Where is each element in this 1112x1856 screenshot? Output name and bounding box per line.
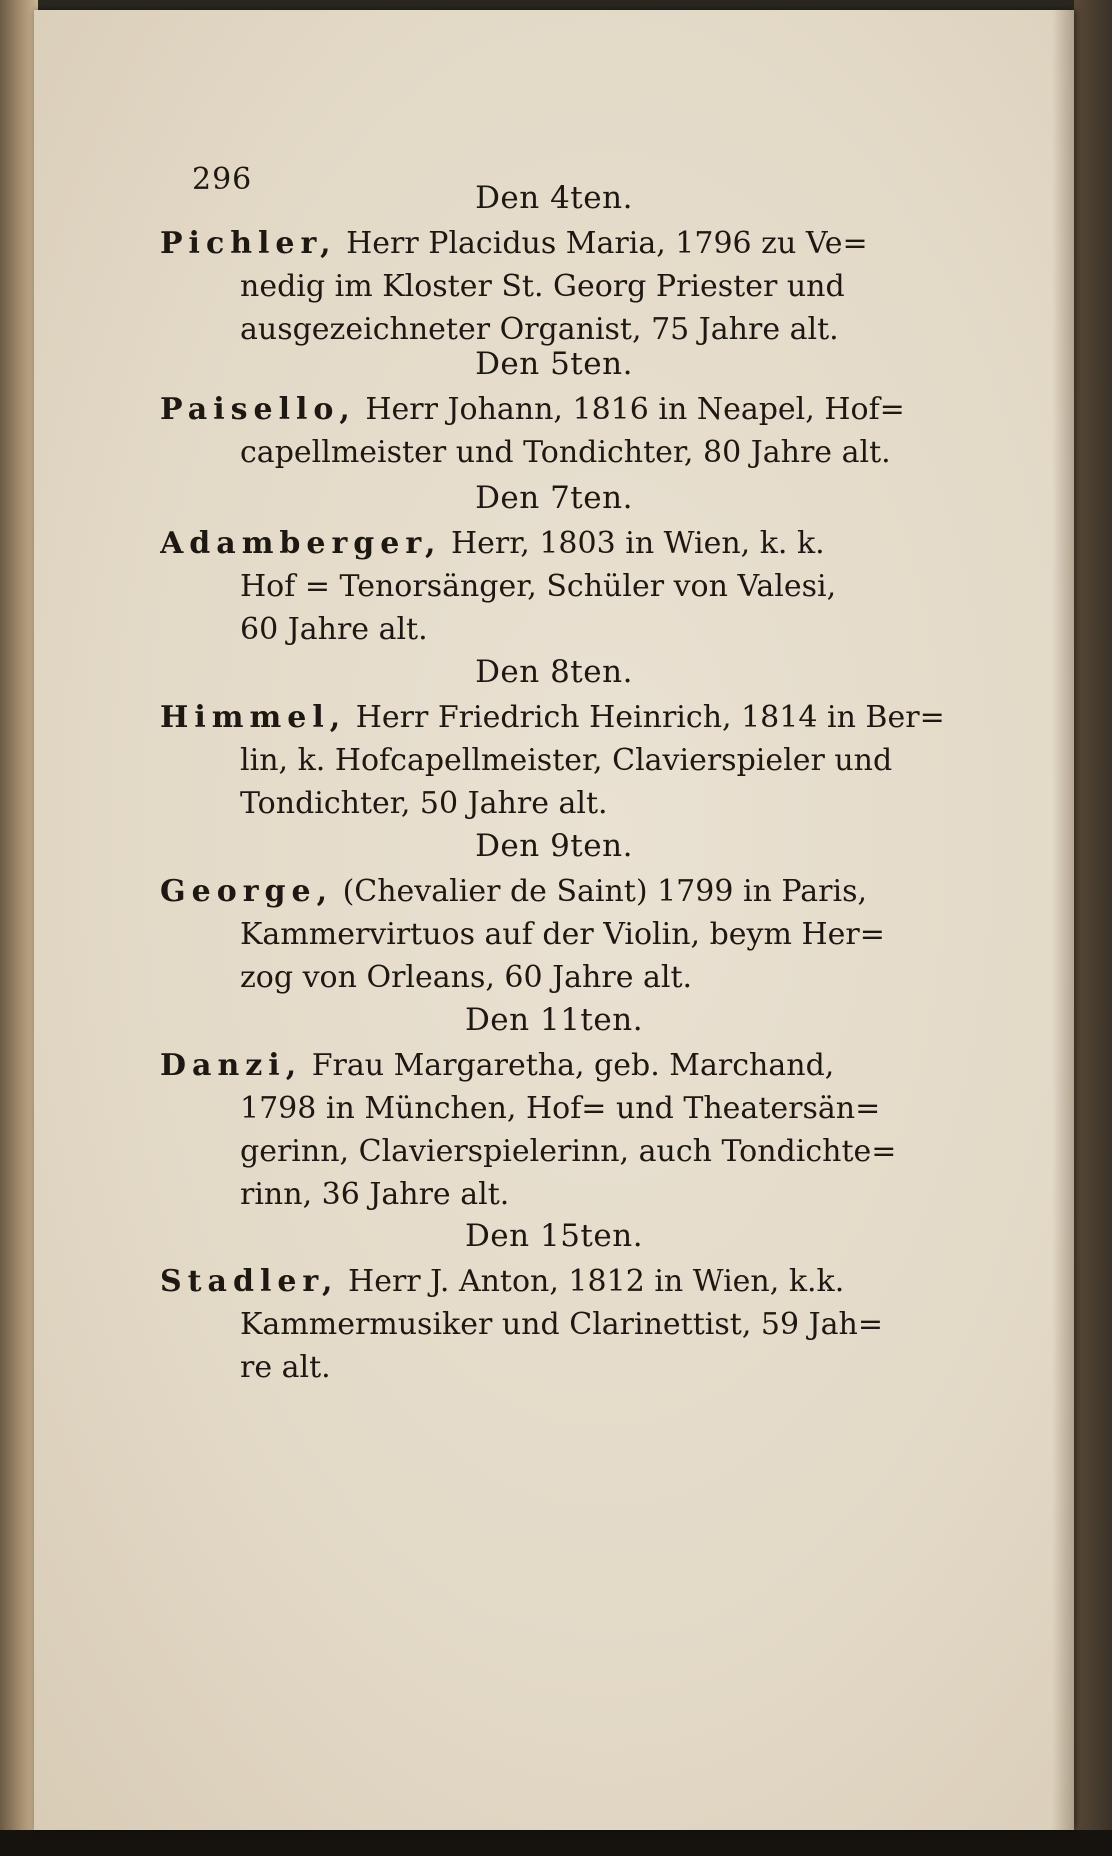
person-name: Adamberger, — [160, 526, 442, 561]
entry-first-line — [160, 870, 1020, 913]
entry-text: 1798 in München, Hof= und Theatersän= — [240, 1091, 881, 1126]
entry-text: Kammervirtuos auf der Violin, beym Her= — [240, 917, 885, 952]
entry-text: lin, k. Hofcapellmeister, Clavierspieler und — [240, 743, 893, 778]
date-heading: Den 5ten. — [475, 346, 633, 382]
entry-text: Herr Placidus Maria, 1796 zu Ve= — [336, 226, 868, 261]
entry-text: gerinn, Clavierspielerinn, auch Tondichte= — [240, 1134, 897, 1169]
entry-text: Tondichter, 50 Jahre alt. — [240, 786, 608, 821]
book-back-board — [1074, 0, 1112, 1856]
entry-text: re alt. — [240, 1350, 331, 1385]
obituary-entry — [160, 522, 1020, 651]
obituary-entry — [160, 870, 1020, 999]
entry-text: nedig im Kloster St. Georg Priester und — [240, 269, 845, 304]
person-name: Stadler, — [160, 1264, 339, 1299]
person-name: Himmel, — [160, 700, 347, 735]
entry-first-line — [160, 1260, 1020, 1303]
obituary-entry — [160, 1260, 1020, 1389]
page-number: 296 — [192, 162, 253, 197]
entry-text: Kammermusiker und Clarinettist, 59 Jah= — [240, 1307, 883, 1342]
person-name: George, — [160, 874, 334, 909]
entry-first-line — [160, 222, 1020, 265]
book-page — [34, 10, 1074, 1830]
obituary-entry — [160, 696, 1020, 825]
person-name: Danzi, — [160, 1048, 303, 1083]
entry-text: Herr Johann, 1816 in Neapel, Hof= — [355, 392, 905, 427]
date-heading: Den 4ten. — [475, 180, 633, 216]
entry-first-line — [160, 696, 1020, 739]
date-heading: Den 7ten. — [475, 480, 633, 516]
book-binding-edge — [0, 0, 38, 1856]
entry-text: zog von Orleans, 60 Jahre alt. — [240, 960, 693, 995]
entry-text: capellmeister und Tondichter, 80 Jahre alt. — [240, 435, 891, 470]
date-heading: Den 15ten. — [464, 1218, 644, 1254]
page-text — [34, 10, 1074, 1830]
entry-first-line — [160, 1044, 1020, 1087]
obituary-entry — [160, 222, 1020, 351]
entry-text: 60 Jahre alt. — [240, 612, 428, 647]
entry-text: Hof = Tenorsänger, Schüler von Valesi, — [240, 569, 837, 604]
entry-text: (Chevalier de Saint) 1799 in Paris, — [333, 874, 868, 909]
obituary-entry — [160, 1044, 1020, 1216]
obituary-entry — [160, 388, 1020, 474]
entry-first-line — [160, 522, 1020, 565]
entry-text: rinn, 36 Jahre alt. — [240, 1177, 510, 1212]
entry-text: Herr Friedrich Heinrich, 1814 in Ber= — [346, 700, 945, 735]
entry-text: Frau Margaretha, geb. Marchand, — [302, 1048, 835, 1083]
date-heading: Den 8ten. — [475, 654, 633, 690]
entry-text: ausgezeichneter Organist, 75 Jahre alt. — [240, 312, 839, 347]
entry-text: Herr, 1803 in Wien, k. k. — [441, 526, 825, 561]
entry-first-line — [160, 388, 1020, 431]
date-heading: Den 11ten. — [464, 1002, 644, 1038]
person-name: Paisello, — [160, 392, 356, 427]
scan-bottom-strip — [0, 1830, 1112, 1856]
date-heading: Den 9ten. — [475, 828, 633, 864]
person-name: Pichler, — [160, 226, 337, 261]
entry-text: Herr J. Anton, 1812 in Wien, k.k. — [338, 1264, 845, 1299]
